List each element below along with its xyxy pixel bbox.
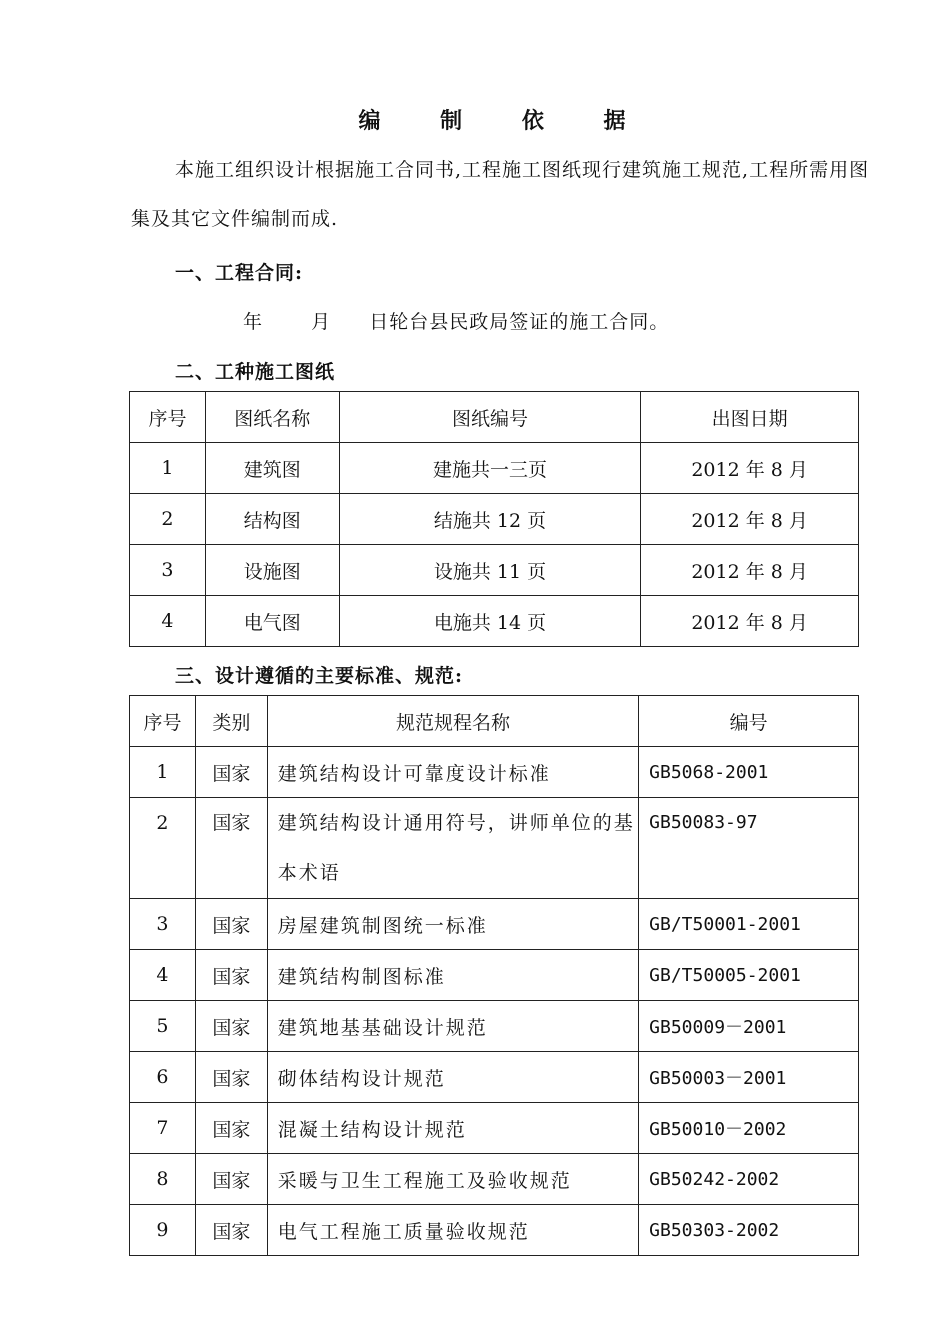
cell-standard-code: GB5068-2001	[639, 747, 859, 798]
cell-index: 4	[130, 950, 196, 1001]
cell-standard-name: 采暖与卫生工程施工及验收规范	[267, 1154, 638, 1205]
cell-drawing-name: 结构图	[205, 494, 339, 545]
cell-drawing-number: 电施共 14 页	[339, 596, 641, 647]
cell-category: 国家	[195, 747, 267, 798]
cell-index: 1	[130, 747, 196, 798]
cell-category: 国家	[195, 1001, 267, 1052]
cell-standard-name: 混凝土结构设计规范	[267, 1103, 638, 1154]
cell-index: 1	[130, 443, 206, 494]
header-cell: 类别	[195, 696, 267, 747]
cell-date: 2012 年 8 月	[641, 443, 859, 494]
header-cell: 编号	[639, 696, 859, 747]
cell-standard-code: GB50003－2001	[639, 1052, 859, 1103]
drawings-table	[129, 391, 859, 647]
table-row	[130, 950, 859, 1001]
cell-category-text: 国家	[212, 812, 251, 834]
cell-standard-name: 电气工程施工质量验收规范	[267, 1205, 638, 1256]
cell-standard-name: 建筑结构设计可靠度设计标准	[267, 747, 638, 798]
cell-category: 国家	[195, 1205, 267, 1256]
cell-standard-name-text: 建筑结构设计通用符号，讲师单位的基本术语	[277, 812, 635, 884]
table-row	[130, 545, 859, 596]
cell-date: 2012 年 8 月	[641, 545, 859, 596]
table-row	[130, 596, 859, 647]
contract-text: 日轮台县民政局签证的施工合同。	[369, 311, 670, 333]
cell-standard-code: GB50303-2002	[639, 1205, 859, 1256]
cell-standard-name: 砌体结构设计规范	[267, 1052, 638, 1103]
section3-heading: 三、设计遵循的主要标准、规范:	[175, 665, 464, 687]
cell-drawing-number: 建施共一三页	[339, 443, 641, 494]
table-header-row	[130, 392, 859, 443]
table-row	[130, 1205, 859, 1256]
section1-heading: 一、工程合同:	[175, 262, 304, 284]
cell-date: 2012 年 8 月	[641, 596, 859, 647]
table-row	[130, 1154, 859, 1205]
table-row	[130, 1103, 859, 1154]
cell-standard-name: 建筑地基基础设计规范	[267, 1001, 638, 1052]
cell-index: 7	[130, 1103, 196, 1154]
cell-drawing-name: 建筑图	[205, 443, 339, 494]
cell-category: 国家	[195, 1052, 267, 1103]
cell-drawing-name: 设施图	[205, 545, 339, 596]
cell-standard-name: 房屋建筑制图统一标准	[267, 899, 638, 950]
cell-category: 国家	[195, 1154, 267, 1205]
cell-drawing-name: 电气图	[205, 596, 339, 647]
cell-standard-code: GB50242-2002	[639, 1154, 859, 1205]
standards-table	[129, 695, 859, 1256]
year-label: 年	[243, 311, 264, 333]
table-row	[130, 1001, 859, 1052]
table-row	[130, 1052, 859, 1103]
cell-date: 2012 年 8 月	[641, 494, 859, 545]
cell-index-text: 2	[156, 812, 169, 834]
cell-index: 9	[130, 1205, 196, 1256]
header-cell: 序号	[130, 392, 206, 443]
month-label: 月	[311, 311, 332, 333]
cell-standard-name: 建筑结构制图标准	[267, 950, 638, 1001]
page-title: 编 制 依 据	[358, 108, 652, 134]
cell-category: 国家	[195, 950, 267, 1001]
cell-index: 2	[130, 494, 206, 545]
table-row	[130, 798, 859, 899]
table-row	[130, 899, 859, 950]
header-cell: 序号	[130, 696, 196, 747]
cell-index: 5	[130, 1001, 196, 1052]
cell-standard-code: GB50009－2001	[639, 1001, 859, 1052]
cell-index: 8	[130, 1154, 196, 1205]
intro-text: 本施工组织设计根据施工合同书,工程施工图纸现行建筑施工规范,工程所需用图集及其它文件编制而成.	[131, 159, 870, 230]
cell-standard-name	[267, 798, 638, 899]
cell-standard-code: GB/T50001-2001	[639, 899, 859, 950]
cell-category	[195, 798, 267, 899]
table-row	[130, 443, 859, 494]
table-row	[130, 747, 859, 798]
table-row	[130, 494, 859, 545]
cell-category: 国家	[195, 899, 267, 950]
contract-line	[243, 307, 669, 334]
header-cell: 规范规程名称	[267, 696, 638, 747]
cell-index: 3	[130, 899, 196, 950]
table-header-row	[130, 696, 859, 747]
header-cell: 图纸名称	[205, 392, 339, 443]
cell-drawing-number: 设施共 11 页	[339, 545, 641, 596]
cell-standard-code	[639, 798, 859, 899]
cell-category: 国家	[195, 1103, 267, 1154]
intro-paragraph	[131, 146, 881, 244]
cell-standard-code: GB50010－2002	[639, 1103, 859, 1154]
cell-standard-code: GB/T50005-2001	[639, 950, 859, 1001]
header-cell: 图纸编号	[339, 392, 641, 443]
section2-heading: 二、工种施工图纸	[175, 361, 336, 383]
cell-drawing-number: 结施共 12 页	[339, 494, 641, 545]
cell-index	[130, 798, 196, 899]
cell-index: 6	[130, 1052, 196, 1103]
header-cell: 出图日期	[641, 392, 859, 443]
cell-standard-code-text: GB50083-97	[649, 812, 758, 833]
cell-index: 4	[130, 596, 206, 647]
cell-index: 3	[130, 545, 206, 596]
